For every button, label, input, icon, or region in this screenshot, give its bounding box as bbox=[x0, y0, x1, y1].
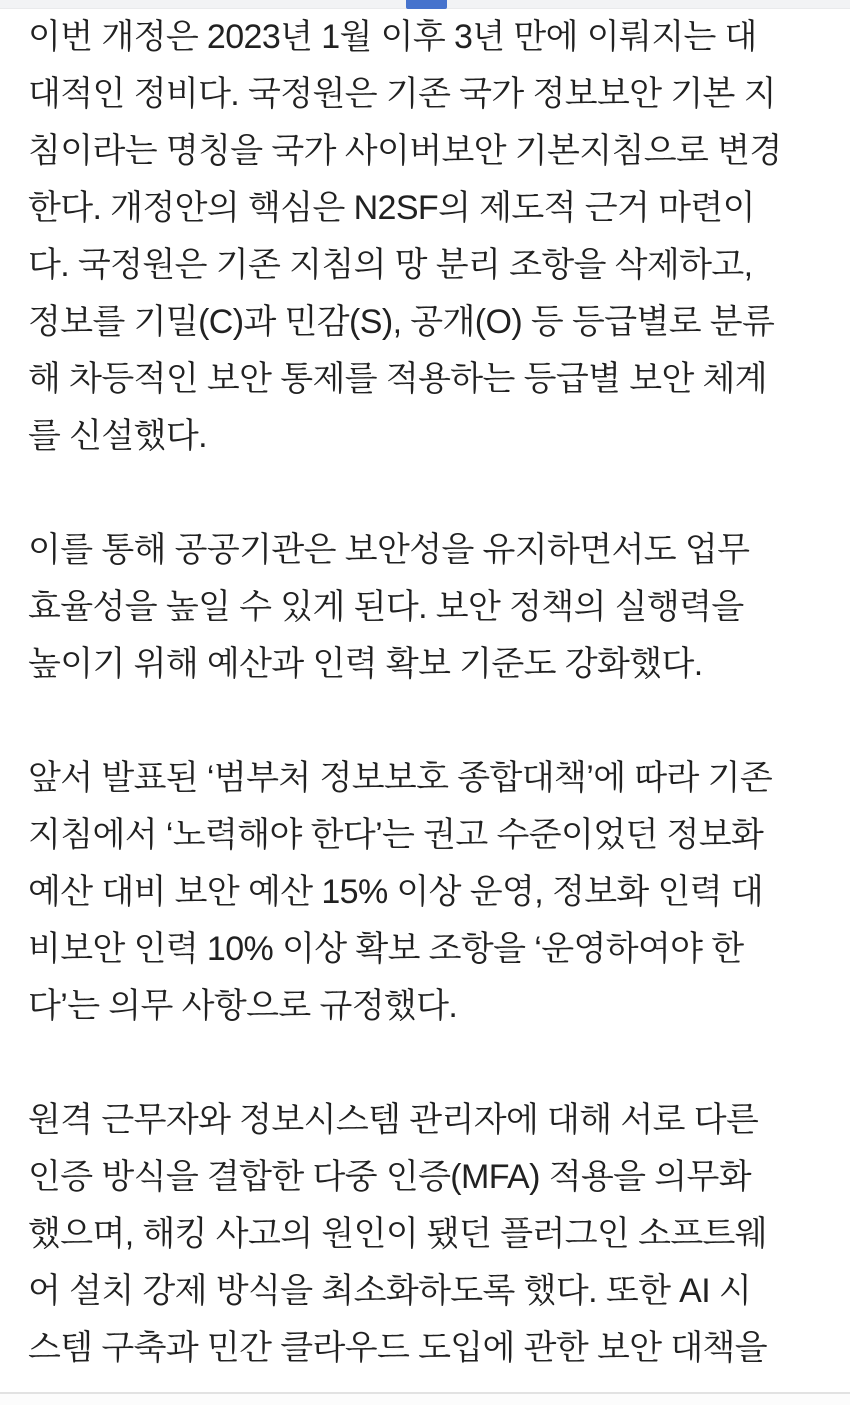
text-line: 정보를 기밀(C)과 민감(S), 공개(O) 등 등급별로 분류 bbox=[28, 303, 775, 341]
text-line: 높이기 위해 예산과 인력 확보 기준도 강화했다. bbox=[28, 645, 703, 683]
paragraph bbox=[28, 750, 822, 1035]
text-line: 한다. 개정안의 핵심은 N2SF의 제도적 근거 마련이 bbox=[28, 189, 755, 227]
bottom-divider bbox=[0, 1392, 850, 1405]
text-line: 다’는 의무 사항으로 규정했다. bbox=[28, 987, 458, 1025]
text-line: 지침에서 ‘노력해야 한다’는 권고 수준이었던 정보화 bbox=[28, 816, 764, 854]
text-line: 어 설치 강제 방식을 최소화하도록 했다. 또한 AI 시 bbox=[28, 1272, 752, 1310]
text-line: 효율성을 높일 수 있게 된다. 보안 정책의 실행력을 bbox=[28, 588, 744, 626]
text-line: 앞서 발표된 ‘범부처 정보보호 종합대책’에 따라 기존 bbox=[28, 759, 773, 797]
paragraph bbox=[28, 9, 822, 465]
text-line: 다. 국정원은 기존 지침의 망 분리 조항을 삭제하고, bbox=[28, 246, 753, 284]
text-line: 해 차등적인 보안 통제를 적용하는 등급별 보안 체계 bbox=[28, 360, 768, 398]
text-line: 비보안 인력 10% 이상 확보 조항을 ‘운영하여야 한 bbox=[28, 930, 744, 968]
text-line: 예산 대비 보안 예산 15% 이상 운영, 정보화 인력 대 bbox=[28, 873, 764, 911]
carousel-indicator bbox=[406, 0, 447, 9]
text-line: 스템 구축과 민간 클라우드 도입에 관한 보안 대책을 bbox=[28, 1329, 768, 1367]
text-line: 대적인 정비다. 국정원은 기존 국가 정보보안 기본 지 bbox=[28, 75, 776, 113]
text-line: 인증 방식을 결합한 다중 인증(MFA) 적용을 의무화 bbox=[28, 1158, 752, 1196]
paragraph bbox=[28, 1092, 822, 1377]
text-line: 했으며, 해킹 사고의 원인이 됐던 플러그인 소프트웨 bbox=[28, 1215, 768, 1253]
text-line: 원격 근무자와 정보시스템 관리자에 대해 서로 다른 bbox=[28, 1101, 759, 1139]
article-body bbox=[0, 9, 850, 1405]
paragraph bbox=[28, 522, 822, 693]
text-line: 이를 통해 공공기관은 보안성을 유지하면서도 업무 bbox=[28, 531, 750, 569]
text-line: 침이라는 명칭을 국가 사이버보안 기본지침으로 변경 bbox=[28, 132, 782, 170]
text-line: 를 신설했다. bbox=[28, 417, 207, 455]
text-line: 이번 개정은 2023년 1월 이후 3년 만에 이뤄지는 대 bbox=[28, 18, 757, 56]
cropped-top-strip bbox=[0, 0, 850, 9]
